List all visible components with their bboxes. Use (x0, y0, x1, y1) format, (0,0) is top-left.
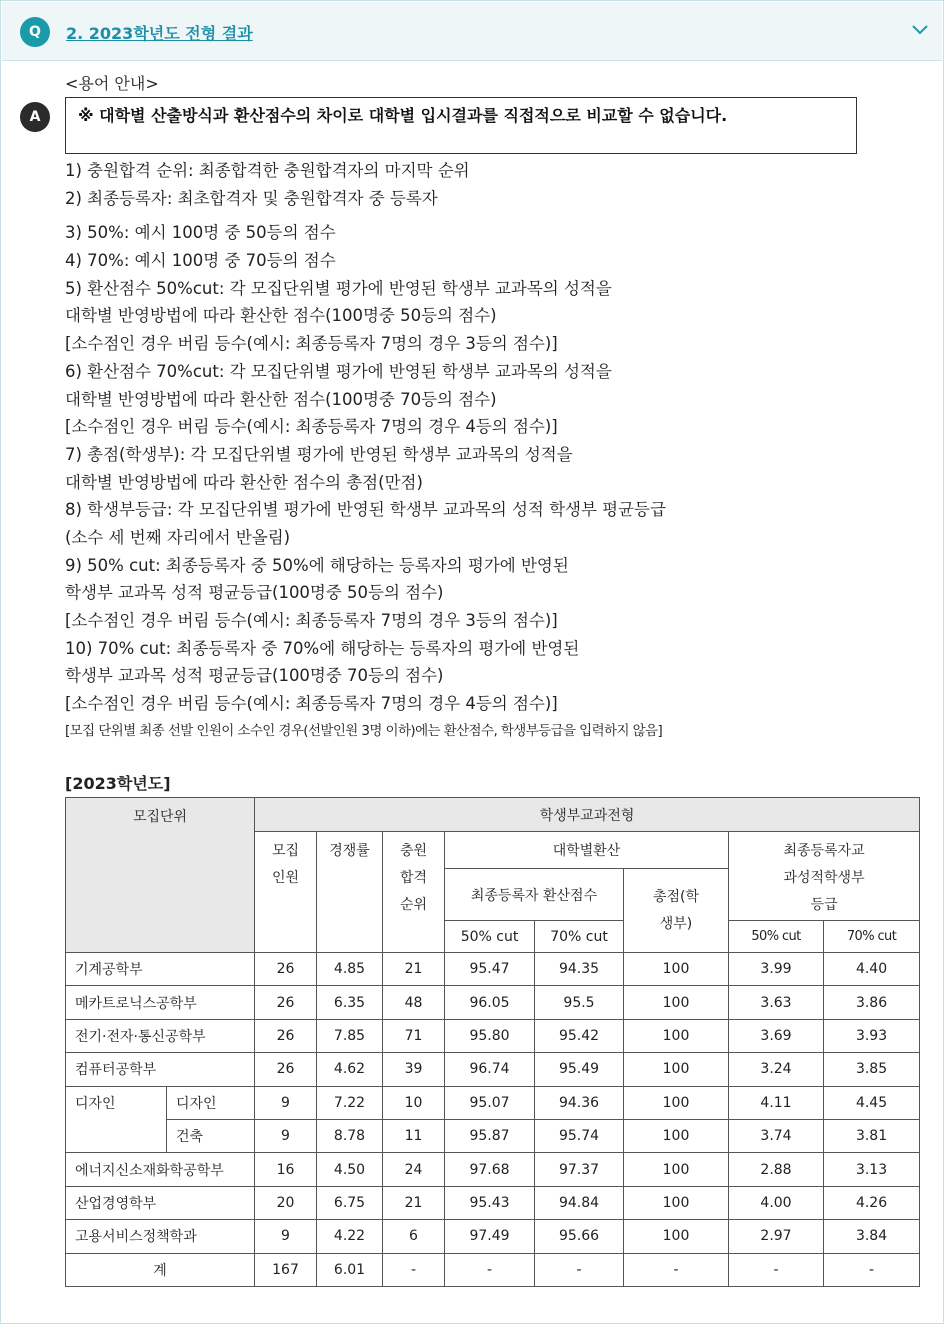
waitlist-cell: 39 (383, 1053, 445, 1086)
header-grade-50: 50% cut (729, 921, 824, 953)
header-total (624, 869, 729, 953)
table-row (66, 1019, 920, 1052)
conv70-cell: - (535, 1253, 624, 1286)
waitlist-cell: 11 (383, 1119, 445, 1152)
grade70-cell: 4.40 (824, 953, 920, 986)
quota-cell: 16 (255, 1153, 317, 1186)
total-cell: - (624, 1253, 729, 1286)
conv50-cell: - (445, 1253, 535, 1286)
quota-cell: 9 (255, 1086, 317, 1119)
admission-result-table (65, 797, 920, 1287)
definition-line: 1) 충원합격 순위: 최종합격한 충원합격자의 마지막 순위 (65, 161, 470, 180)
total-cell: 100 (624, 1019, 729, 1052)
quota-cell: 9 (255, 1119, 317, 1152)
total-cell: 100 (624, 1153, 729, 1186)
grade70-cell: 3.84 (824, 1220, 920, 1253)
definition-line: [모집 단위별 최종 선발 인원이 소수인 경우(선발인원 3명 이하)에는 환산점수, 학생부등급을 입력하지 않음] (65, 722, 663, 739)
definition-line: [소수점인 경우 버림 등수(예시: 최종등록자 7명의 경우 4등의 점수)] (65, 694, 558, 714)
conv50-cell: 95.87 (445, 1119, 535, 1152)
notice-box (65, 97, 857, 154)
quota-cell: 26 (255, 1019, 317, 1052)
quota-cell: 20 (255, 1186, 317, 1219)
quota-cell: 167 (255, 1253, 317, 1286)
question-badge: Q (20, 17, 50, 47)
definition-line: 3) 50%: 예시 100명 중 50등의 점수 (65, 223, 336, 243)
definition-line: 9) 50% cut: 최종등록자 중 50%에 해당하는 등록자의 평가에 반영된 (65, 555, 569, 575)
conv70-cell: 94.84 (535, 1186, 624, 1219)
conv50-cell: 96.74 (445, 1053, 535, 1086)
quota-cell: 26 (255, 986, 317, 1019)
waitlist-cell: 10 (383, 1086, 445, 1119)
year-heading: [2023학년도] (65, 774, 171, 793)
header-conv-50: 50% cut (445, 921, 535, 953)
definition-line: 5) 환산점수 50%cut: 각 모집단위별 평가에 반영된 학생부 교과목의 성적을 (65, 278, 612, 298)
grade50-cell: 3.63 (729, 986, 824, 1019)
table-row (66, 1186, 920, 1219)
definition-line: [소수점인 경우 버림 등수(예시: 최종등록자 7명의 경우 3등의 점수)] (65, 334, 558, 354)
grade70-cell: 3.93 (824, 1019, 920, 1052)
conv50-cell: 95.07 (445, 1086, 535, 1119)
table-total-row (66, 1253, 920, 1286)
competition-cell: 7.85 (317, 1019, 383, 1052)
definition-line: [소수점인 경우 버림 등수(예시: 최종등록자 7명의 경우 3등의 점수)] (65, 611, 558, 630)
waitlist-cell: 48 (383, 986, 445, 1019)
grade70-cell: 3.85 (824, 1053, 920, 1086)
table-row (66, 986, 920, 1019)
conv70-cell: 97.37 (535, 1153, 624, 1186)
unit-name: 컴퓨터공학부 (66, 1053, 255, 1086)
definition-line: (소수 세 번째 자리에서 반올림) (65, 527, 291, 547)
waitlist-cell: 21 (383, 1186, 445, 1219)
conv50-cell: 95.47 (445, 953, 535, 986)
header-competition: 경쟁률 (317, 832, 383, 953)
grade50-cell: 3.69 (729, 1019, 824, 1052)
grade70-cell: 3.86 (824, 986, 920, 1019)
grade50-cell: 2.97 (729, 1220, 824, 1253)
grade50-cell: - (729, 1253, 824, 1286)
header-final-grade-text: 최종등록자교과성적학생부등급 (783, 842, 865, 913)
total-cell: 100 (624, 1186, 729, 1219)
header-track: 학생부교과전형 (255, 798, 920, 832)
definition-line: 4) 70%: 예시 100명 중 70등의 점수 (65, 251, 336, 271)
grade70-cell: 3.13 (824, 1153, 920, 1186)
conv70-cell: 94.35 (535, 953, 624, 986)
competition-cell: 4.62 (317, 1053, 383, 1086)
competition-cell: 8.78 (317, 1119, 383, 1152)
competition-cell: 6.75 (317, 1186, 383, 1219)
waitlist-cell: 71 (383, 1019, 445, 1052)
quota-cell: 9 (255, 1220, 317, 1253)
header-final-conv: 최종등록자 환산점수 (445, 869, 624, 921)
unit-name: 전기·전자·통신공학부 (66, 1019, 255, 1052)
header-waitlist-text: 충원합격순위 (399, 843, 428, 913)
header-final-grade (729, 832, 920, 921)
grade70-cell: 4.26 (824, 1186, 920, 1219)
competition-cell: 4.22 (317, 1220, 383, 1253)
competition-cell: 6.35 (317, 986, 383, 1019)
header-unit: 모집단위 (66, 798, 255, 953)
total-cell: 100 (624, 1086, 729, 1119)
competition-cell: 7.22 (317, 1086, 383, 1119)
header-univ-conv: 대학별환산 (445, 832, 729, 869)
unit-name: 디자인 (167, 1086, 255, 1119)
conv50-cell: 97.49 (445, 1220, 535, 1253)
conv70-cell: 95.49 (535, 1053, 624, 1086)
notice-text: ※ 대학별 산출방식과 환산점수의 차이로 대학별 입시결과를 직접적으로 비교할 수 없습니다. (78, 106, 728, 125)
unit-group-name: 디자인 (66, 1086, 167, 1153)
grade50-cell: 3.74 (729, 1119, 824, 1152)
definition-line: [소수점인 경우 버림 등수(예시: 최종등록자 7명의 경우 4등의 점수)] (65, 417, 558, 437)
conv70-cell: 95.5 (535, 986, 624, 1019)
quota-cell: 26 (255, 1053, 317, 1086)
waitlist-cell: 24 (383, 1153, 445, 1186)
waitlist-cell: 6 (383, 1220, 445, 1253)
conv70-cell: 95.42 (535, 1019, 624, 1052)
definition-line: 대학별 반영방법에 따라 환산한 점수(100명중 50등의 점수) (65, 306, 497, 326)
table-row (66, 1220, 920, 1253)
table-row (66, 1053, 920, 1086)
definition-line: 7) 총점(학생부): 각 모집단위별 평가에 반영된 학생부 교과목의 성적을 (65, 444, 573, 464)
unit-name: 고용서비스정책학과 (66, 1220, 255, 1253)
definition-line: 대학별 반영방법에 따라 환산한 점수(100명중 70등의 점수) (65, 389, 497, 409)
total-cell: 100 (624, 953, 729, 986)
quota-cell: 26 (255, 953, 317, 986)
grade50-cell: 4.00 (729, 1186, 824, 1219)
table-row (66, 1086, 920, 1119)
conv50-cell: 95.80 (445, 1019, 535, 1052)
table-row (66, 1153, 920, 1186)
definition-line: 학생부 교과목 성적 평균등급(100명중 50등의 점수) (65, 583, 444, 603)
total-cell: 100 (624, 1119, 729, 1152)
grade70-cell: - (824, 1253, 920, 1286)
competition-cell: 4.85 (317, 953, 383, 986)
waitlist-cell: - (383, 1253, 445, 1286)
answer-badge: A (20, 102, 50, 132)
competition-cell: 6.01 (317, 1253, 383, 1286)
header-waitlist (383, 832, 445, 953)
conv50-cell: 97.68 (445, 1153, 535, 1186)
definition-line: 학생부 교과목 성적 평균등급(100명중 70등의 점수) (65, 666, 444, 686)
table-row (66, 953, 920, 986)
header-total-text: 총점(학생부) (652, 888, 700, 932)
definition-line: 6) 환산점수 70%cut: 각 모집단위별 평가에 반영된 학생부 교과목의 성적을 (65, 361, 612, 381)
conv50-cell: 95.43 (445, 1186, 535, 1219)
grade50-cell: 2.88 (729, 1153, 824, 1186)
conv50-cell: 96.05 (445, 986, 535, 1019)
definition-line: 2) 최종등록자: 최초합격자 및 충원합격자 중 등록자 (65, 188, 438, 208)
waitlist-cell: 21 (383, 953, 445, 986)
term-definitions (65, 157, 666, 745)
unit-name: 에너지신소재화학공학부 (66, 1153, 255, 1186)
grade70-cell: 3.81 (824, 1119, 920, 1152)
chevron-down-icon[interactable] (912, 24, 928, 36)
term-guide-title: <용어 안내> (65, 74, 159, 93)
header-quota-text: 모집인원 (271, 843, 300, 886)
grade70-cell: 4.45 (824, 1086, 920, 1119)
conv70-cell: 95.74 (535, 1119, 624, 1152)
unit-name: 기계공학부 (66, 953, 255, 986)
grade50-cell: 3.99 (729, 953, 824, 986)
conv70-cell: 94.36 (535, 1086, 624, 1119)
unit-name: 건축 (167, 1119, 255, 1152)
total-cell: 100 (624, 986, 729, 1019)
unit-name: 산업경영학부 (66, 1186, 255, 1219)
total-cell: 100 (624, 1220, 729, 1253)
grade50-cell: 3.24 (729, 1053, 824, 1086)
question-title[interactable]: 2. 2023학년도 전형 결과 (66, 24, 253, 43)
definition-line: 대학별 반영방법에 따라 환산한 점수의 총점(만점) (65, 472, 423, 492)
conv70-cell: 95.66 (535, 1220, 624, 1253)
header-grade-70: 70% cut (824, 921, 920, 953)
grade50-cell: 4.11 (729, 1086, 824, 1119)
definition-line: 8) 학생부등급: 각 모집단위별 평가에 반영된 학생부 교과목의 성적 학생부 평균등급 (65, 500, 666, 520)
total-label: 계 (66, 1253, 255, 1286)
header-conv-70: 70% cut (535, 921, 624, 953)
unit-name: 메카트로닉스공학부 (66, 986, 255, 1019)
competition-cell: 4.50 (317, 1153, 383, 1186)
header-quota (255, 832, 317, 953)
table-row (66, 1119, 920, 1152)
total-cell: 100 (624, 1053, 729, 1086)
question-header[interactable] (2, 2, 942, 61)
definition-line: 10) 70% cut: 최종등록자 중 70%에 해당하는 등록자의 평가에 반영된 (65, 638, 580, 658)
